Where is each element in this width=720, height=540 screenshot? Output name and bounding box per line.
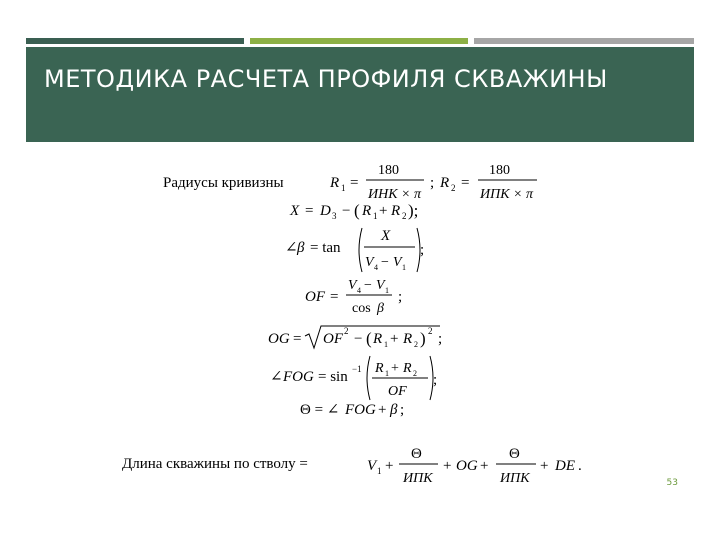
svg-text:−: − — [364, 278, 372, 293]
svg-text:2: 2 — [451, 183, 456, 193]
svg-text:V: V — [376, 278, 385, 293]
svg-text:R: R — [373, 331, 383, 347]
svg-text:β: β — [377, 301, 384, 316]
svg-text:+: + — [480, 458, 489, 474]
svg-text:−: − — [342, 203, 351, 219]
formula-length — [367, 446, 582, 486]
svg-text:;: ; — [400, 402, 405, 418]
svg-text:;: ; — [420, 242, 425, 258]
svg-text:(: ( — [354, 201, 360, 220]
svg-text:+: + — [391, 361, 399, 376]
svg-text:cos: cos — [352, 301, 371, 316]
svg-text:DE: DE — [555, 458, 575, 474]
svg-text:OF: OF — [388, 384, 407, 399]
svg-text:V: V — [348, 278, 357, 293]
svg-text:Θ: Θ — [411, 446, 422, 462]
formula-og — [268, 326, 442, 349]
svg-text:2: 2 — [402, 211, 407, 221]
svg-text:=: = — [293, 331, 302, 347]
svg-text:): ) — [420, 329, 426, 348]
svg-text:β: β — [297, 240, 305, 256]
svg-text:R: R — [403, 361, 412, 376]
svg-text:2: 2 — [414, 340, 418, 349]
svg-text:1: 1 — [385, 369, 389, 378]
svg-text:R: R — [403, 331, 413, 347]
svg-text:FOG: FOG — [345, 402, 376, 418]
svg-text:R: R — [330, 175, 340, 191]
svg-text:ИПК: ИПК — [403, 471, 433, 486]
svg-text:= sin: = sin — [318, 369, 348, 385]
svg-text:X: X — [381, 228, 391, 244]
svg-text:1: 1 — [402, 263, 406, 272]
svg-text:= tan: = tan — [310, 240, 341, 256]
svg-text:+: + — [385, 458, 394, 474]
svg-text:V: V — [367, 458, 377, 474]
svg-text:∠: ∠ — [285, 240, 298, 256]
svg-text:;: ; — [438, 331, 443, 347]
svg-text:3: 3 — [332, 211, 337, 221]
svg-text:Θ: Θ — [509, 446, 520, 462]
svg-text:4: 4 — [374, 263, 378, 272]
svg-text:+: + — [378, 402, 387, 418]
svg-text:=: = — [330, 289, 339, 305]
length-label: Длина скважины по стволу = — [122, 456, 308, 472]
svg-text:ИПК × π: ИПК × π — [480, 187, 533, 202]
svg-text:180: 180 — [378, 163, 399, 178]
formula-theta — [300, 402, 404, 418]
svg-text:R: R — [375, 361, 384, 376]
svg-text:=: = — [461, 175, 470, 191]
svg-text:+: + — [443, 458, 452, 474]
svg-text:R: R — [440, 175, 450, 191]
svg-text:∠: ∠ — [270, 369, 283, 385]
svg-text:Θ = ∠: Θ = ∠ — [300, 402, 340, 418]
svg-text:2: 2 — [428, 326, 433, 336]
svg-text:1: 1 — [373, 211, 378, 221]
slide-title: МЕТОДИКА РАСЧЕТА ПРОФИЛЯ СКВАЖИНЫ — [44, 65, 608, 93]
svg-text:D: D — [320, 203, 331, 219]
svg-text:1: 1 — [385, 286, 389, 295]
svg-text:−: − — [354, 331, 363, 347]
svg-text:=: = — [305, 203, 314, 219]
svg-text:OG: OG — [268, 331, 290, 347]
svg-text:2: 2 — [344, 326, 349, 336]
svg-text:1: 1 — [377, 466, 382, 476]
svg-text:+: + — [540, 458, 549, 474]
svg-text:+: + — [379, 203, 388, 219]
svg-text:−1: −1 — [352, 364, 362, 374]
svg-text:2: 2 — [413, 369, 417, 378]
svg-text:);: ); — [408, 201, 419, 220]
svg-text:OF: OF — [323, 331, 343, 347]
svg-text:FOG: FOG — [283, 369, 314, 385]
svg-text:1: 1 — [341, 183, 346, 193]
formula-of — [305, 278, 402, 316]
svg-text:β: β — [390, 402, 398, 418]
svg-text:V: V — [365, 255, 374, 270]
formula-radii — [329, 163, 537, 202]
svg-text:R: R — [391, 203, 401, 219]
svg-text:ИПК: ИПК — [500, 471, 530, 486]
svg-text:(: ( — [366, 329, 372, 348]
svg-text:4: 4 — [357, 286, 361, 295]
svg-text:1: 1 — [384, 340, 388, 349]
page-number: 53 — [666, 478, 678, 488]
svg-text:V: V — [393, 255, 402, 270]
svg-text:;: ; — [430, 175, 435, 191]
svg-text:;: ; — [433, 372, 438, 388]
svg-text:−: − — [381, 255, 389, 270]
svg-text:OG: OG — [456, 458, 478, 474]
svg-text:OF: OF — [305, 289, 325, 305]
svg-text:+: + — [390, 331, 399, 347]
svg-text:ИНК × π: ИНК × π — [368, 187, 421, 202]
svg-text:180: 180 — [489, 163, 510, 178]
formula-fog — [270, 356, 437, 400]
svg-text:=: = — [350, 175, 359, 191]
svg-text:R: R — [362, 203, 372, 219]
formula-x — [289, 201, 418, 221]
svg-text:.: . — [578, 458, 582, 474]
svg-text:X: X — [290, 203, 300, 219]
radii-label: Радиусы кривизны — [163, 175, 284, 191]
svg-text:;: ; — [398, 289, 403, 305]
formula-beta — [285, 228, 424, 272]
